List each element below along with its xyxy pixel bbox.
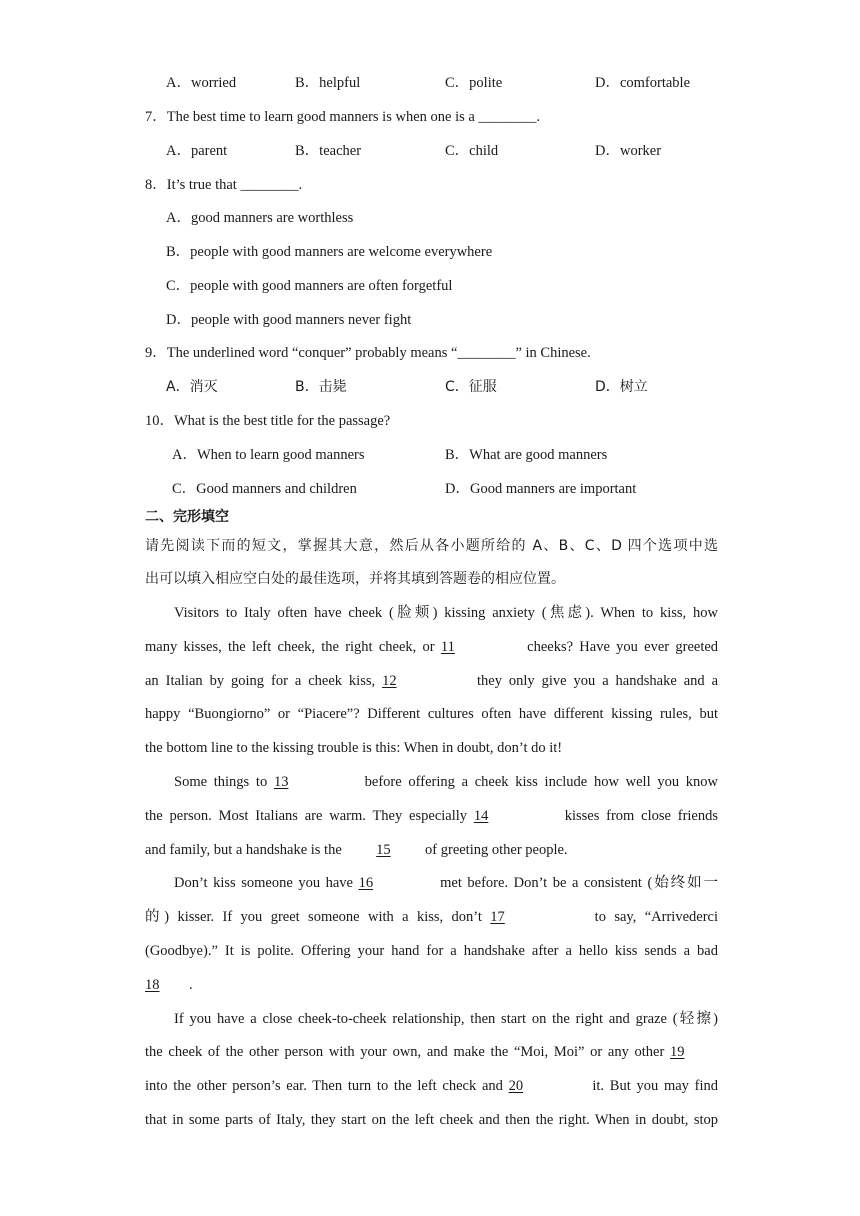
q6-option-c: C．polite — [445, 75, 503, 91]
passage-p1-line2 — [145, 637, 718, 657]
section-title: 二、完形填空 — [145, 509, 229, 525]
section-instructions-line1: 请先阅读下而的短文，掌握其大意，然后从各小题所给的 A、B、C、D 四个选项中选 — [145, 538, 718, 554]
q8-option-b: B．people with good manners are welcome everywhere — [166, 244, 493, 260]
q6-option-b: B．helpful — [295, 75, 361, 91]
blank-19[interactable]: 19 — [670, 1044, 685, 1060]
q8-option-d: D．people with good manners never fight — [166, 312, 412, 328]
blank-12[interactable]: 12 — [382, 673, 397, 689]
q8-option-c: C．people with good manners are often forgetful — [166, 278, 453, 294]
passage-text: . — [189, 977, 193, 993]
passage-p4-line1: If you have a close cheek-to-cheek relationship, then start on the right and graze (轻擦) — [174, 1011, 718, 1027]
q10-option-b: B．What are good manners — [445, 447, 608, 463]
q8-stem: 8．It’s true that ________. — [145, 177, 303, 193]
q8-option-a: A．good manners are worthless — [166, 210, 354, 226]
passage-p4-line4: that in some parts of Italy, they start on the left cheek and then the right. When in doubt, stop — [145, 1112, 718, 1128]
blank-16[interactable]: 16 — [358, 875, 374, 891]
blank-15[interactable]: 15 — [376, 842, 391, 858]
passage-text: and family, but a handshake is the — [145, 842, 342, 858]
passage-text: into the other person’s ear. Then turn to the left check and — [145, 1078, 503, 1094]
passage-text: to say, “Arrivederci — [594, 909, 718, 925]
blank-18[interactable]: 18 — [145, 977, 160, 993]
q10-option-a: A．When to learn good manners — [172, 447, 365, 463]
passage-text: of greeting other people. — [425, 842, 568, 858]
passage-text: the person. Most Italians are warm. They especially — [145, 808, 468, 824]
q7-option-c: C．child — [445, 143, 499, 159]
passage-p3-line1 — [174, 873, 718, 893]
passage-p1-line4: happy “Buongiorno” or “Piacere”? Different cultures often have different kissing rules, but — [145, 706, 718, 722]
q10-option-d: D．Good manners are important — [445, 481, 637, 497]
blank-20[interactable]: 20 — [508, 1078, 524, 1094]
passage-p3-line2 — [145, 907, 718, 927]
q10-stem: 10．What is the best title for the passage? — [145, 413, 391, 429]
passage-text: it. But you may find — [592, 1078, 718, 1094]
passage-p1-line1: Visitors to Italy often have cheek (脸颊) kissing anxiety (焦虑). When to kiss, how — [174, 605, 718, 621]
section-instructions-line2: 出可以填入相应空白处的最佳选项，并将其填到答题卷的相应位置。 — [145, 571, 565, 587]
passage-p3-line3: (Goodbye).” It is polite. Offering your hand for a handshake after a hello kiss sends a bad — [145, 943, 718, 959]
q6-option-d: D．comfortable — [595, 75, 691, 91]
passage-text: 的) kisser. If you greet someone with a kiss, don’t — [145, 909, 482, 925]
blank-13[interactable]: 13 — [273, 774, 289, 790]
passage-text: met before. Don’t be a consistent (始终如一 — [440, 875, 719, 891]
passage-text: they only give you a handshake and a — [477, 673, 718, 689]
passage-p1-line3 — [145, 671, 718, 691]
blank-17[interactable]: 17 — [490, 909, 505, 925]
passage-text: before offering a cheek kiss include how well you know — [364, 774, 719, 790]
passage-text: kisses from close friends — [564, 808, 719, 824]
passage-text: the cheek of the other person with your own, and make the “Moi, Moi” or any other — [145, 1044, 665, 1060]
passage-text: Don’t kiss someone you have — [174, 875, 353, 891]
passage-p2-line2 — [145, 806, 718, 826]
passage-p4-line3 — [145, 1076, 718, 1096]
q7-option-b: B．teacher — [295, 143, 362, 159]
blank-11[interactable]: 11 — [440, 639, 455, 655]
q9-option-d: D．树立 — [595, 379, 648, 395]
q9-option-b: B．击毙 — [295, 379, 347, 395]
q7-stem: 7．The best time to learn good manners is when one is a ________. — [145, 109, 541, 125]
q9-stem: 9．The underlined word “conquer” probably means “________” in Chinese. — [145, 345, 591, 361]
passage-text: cheeks? Have you ever greeted — [527, 639, 719, 655]
passage-text: an Italian by going for a cheek kiss, — [145, 673, 376, 689]
q10-option-c: C．Good manners and children — [172, 481, 357, 497]
passage-p3-line4 — [145, 975, 718, 995]
q6-option-a: A．worried — [166, 75, 237, 91]
passage-p1-line5: the bottom line to the kissing trouble is this: When in doubt, don’t do it! — [145, 740, 563, 756]
q7-option-a: A．parent — [166, 143, 228, 159]
passage-p2-line1 — [174, 772, 718, 792]
passage-p2-line3 — [145, 840, 718, 860]
q9-option-c: C．征服 — [445, 379, 497, 395]
passage-text: many kisses, the left cheek, the right cheek, or — [145, 639, 435, 655]
blank-14[interactable]: 14 — [473, 808, 489, 824]
passage-text: Some things to — [174, 774, 268, 790]
q9-option-a: A．消灭 — [166, 379, 218, 395]
passage-p4-line2 — [145, 1042, 718, 1062]
q7-option-d: D．worker — [595, 143, 662, 159]
